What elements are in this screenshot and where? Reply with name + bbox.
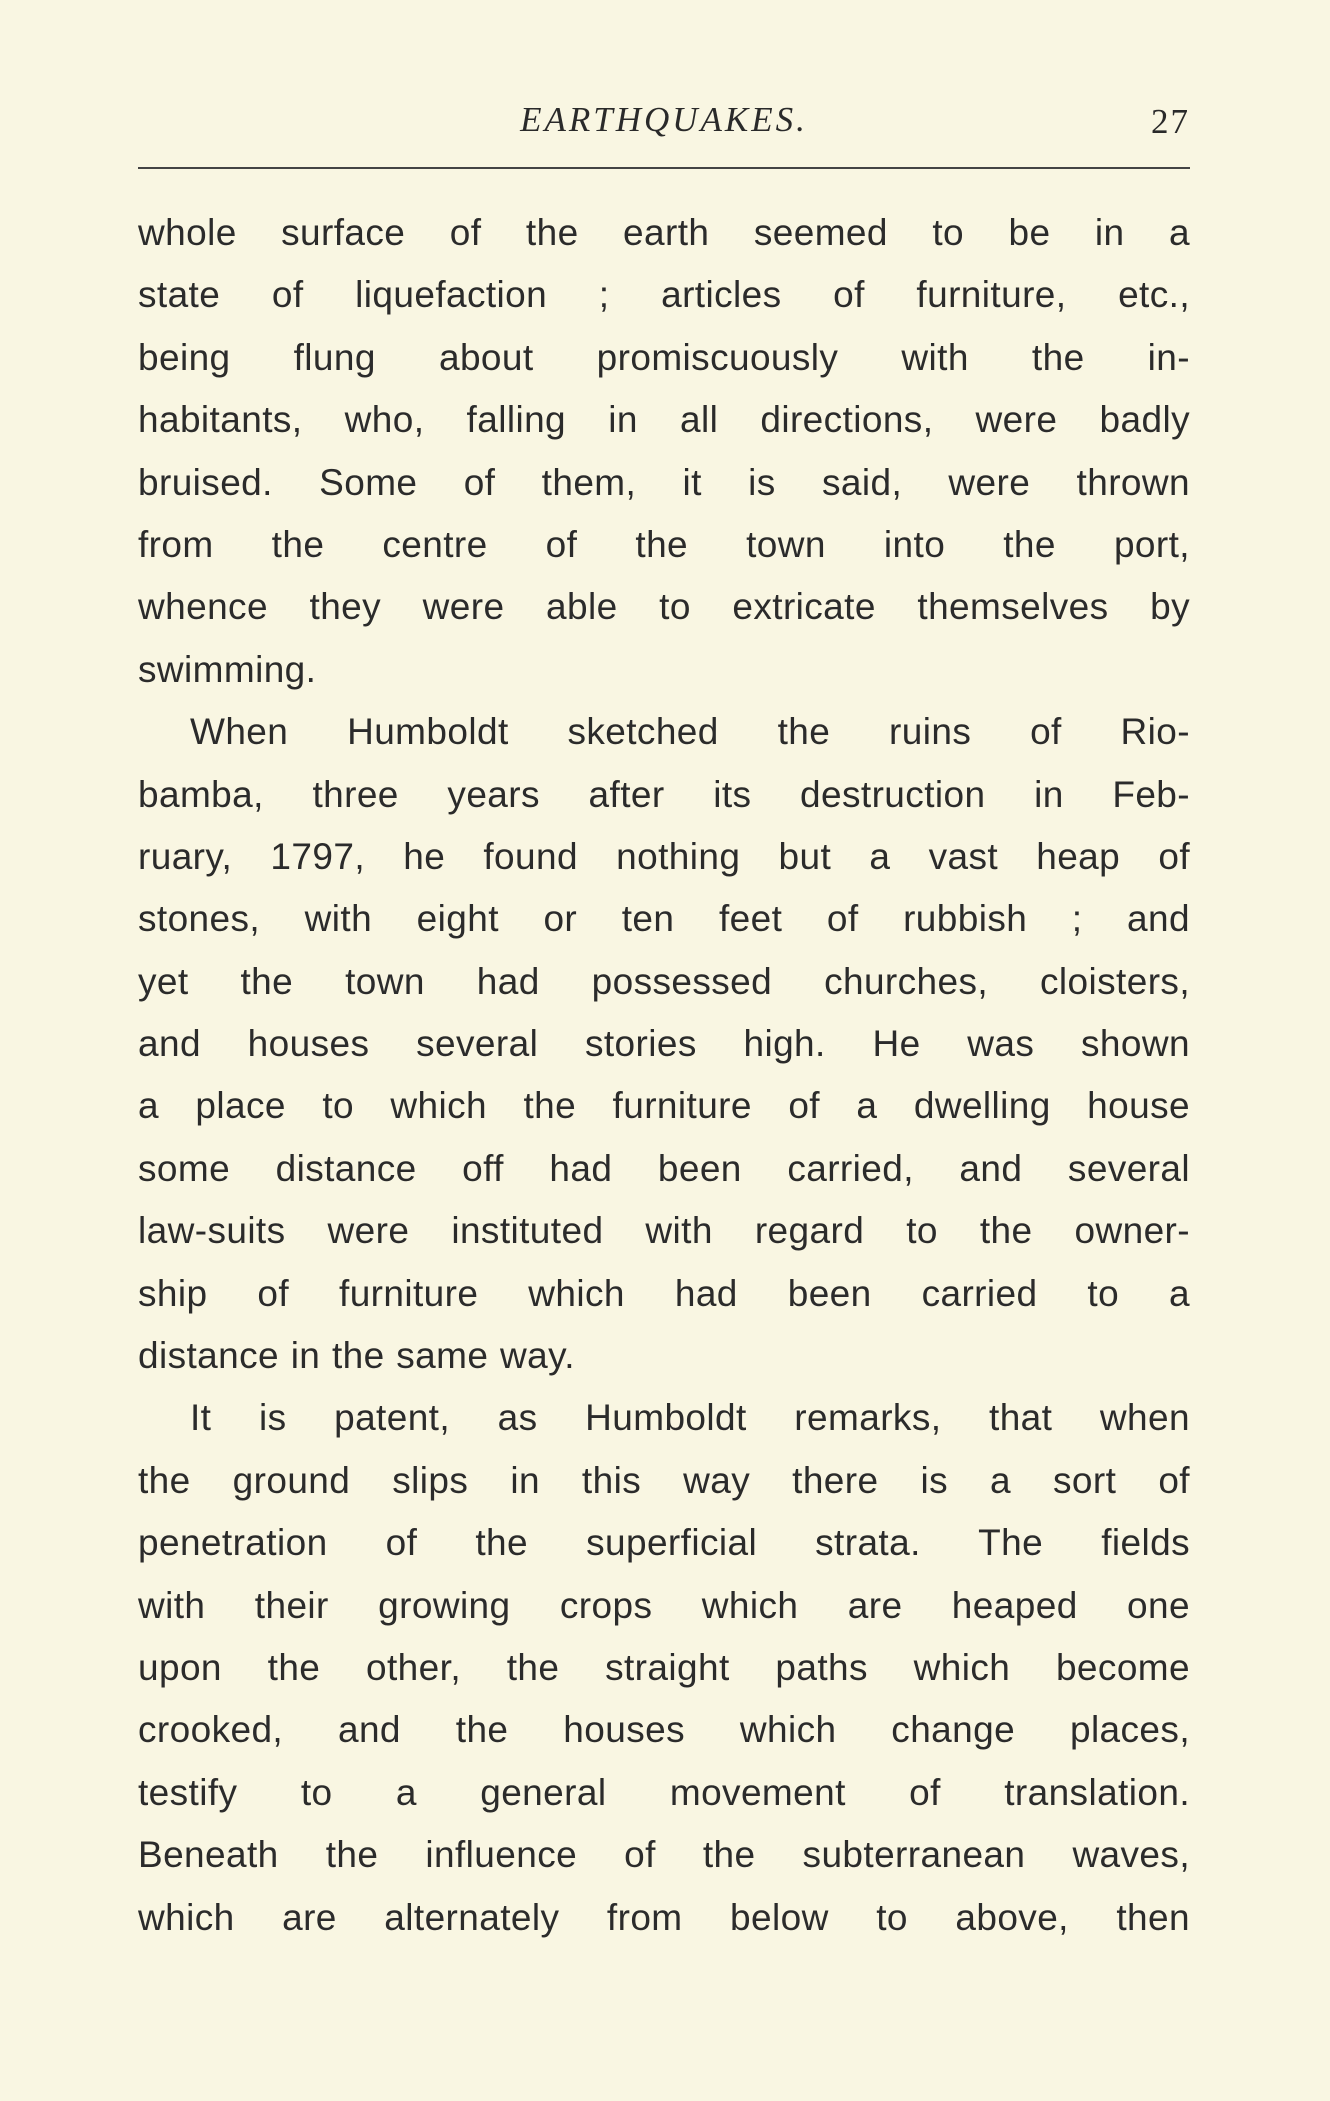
running-head-title: EARTHQUAKES. [520,100,808,139]
header-rule [138,167,1190,169]
text-line: penetration of the superficial strata. The fields [138,1522,1190,1564]
text-line: bruised. Some of them, it is said, were thrown [138,461,1190,503]
page-number: 27 [1151,102,1190,141]
text-line: habitants, who, falling in all directions, were badly [138,399,1190,441]
text-line: and houses several stories high. He was shown [138,1023,1190,1065]
text-line: distance in the same way. [138,1335,575,1377]
text-line: crooked, and the houses which change places, [138,1709,1190,1751]
text-line: which are alternately from below to above, then [138,1896,1190,1938]
text-line: law-suits were instituted with regard to the owner- [138,1210,1190,1252]
text-line: swimming. [138,648,317,690]
body-text [138,202,1190,1949]
text-line: the ground slips in this way there is a sort of [138,1459,1190,1501]
text-line: Beneath the influence of the subterranean waves, [138,1834,1190,1876]
text-line: When Humboldt sketched the ruins of Rio- [190,711,1190,753]
text-line: with their growing crops which are heaped one [138,1584,1190,1626]
text-line: bamba, three years after its destruction in Feb- [138,773,1190,815]
text-line: It is patent, as Humboldt remarks, that when [190,1397,1190,1439]
text-line: a place to which the furniture of a dwelling house [138,1085,1190,1127]
text-line: being flung about promiscuously with the in- [138,336,1190,378]
text-line: from the centre of the town into the port, [138,523,1190,565]
text-line: state of liquefaction ; articles of furniture, etc., [138,274,1190,316]
running-head [138,100,1190,150]
text-line: upon the other, the straight paths which become [138,1646,1190,1688]
text-line: yet the town had possessed churches, cloisters, [138,960,1190,1002]
text-line: ruary, 1797, he found nothing but a vast heap of [138,835,1190,877]
text-line: whence they were able to extricate themselves by [138,586,1190,628]
text-line: some distance off had been carried, and several [138,1147,1190,1189]
text-line: ship of furniture which had been carried to a [138,1272,1190,1314]
text-line: whole surface of the earth seemed to be in a [138,212,1190,253]
text-line: stones, with eight or ten feet of rubbish ; and [138,898,1190,940]
text-line: testify to a general movement of translation. [138,1771,1190,1813]
